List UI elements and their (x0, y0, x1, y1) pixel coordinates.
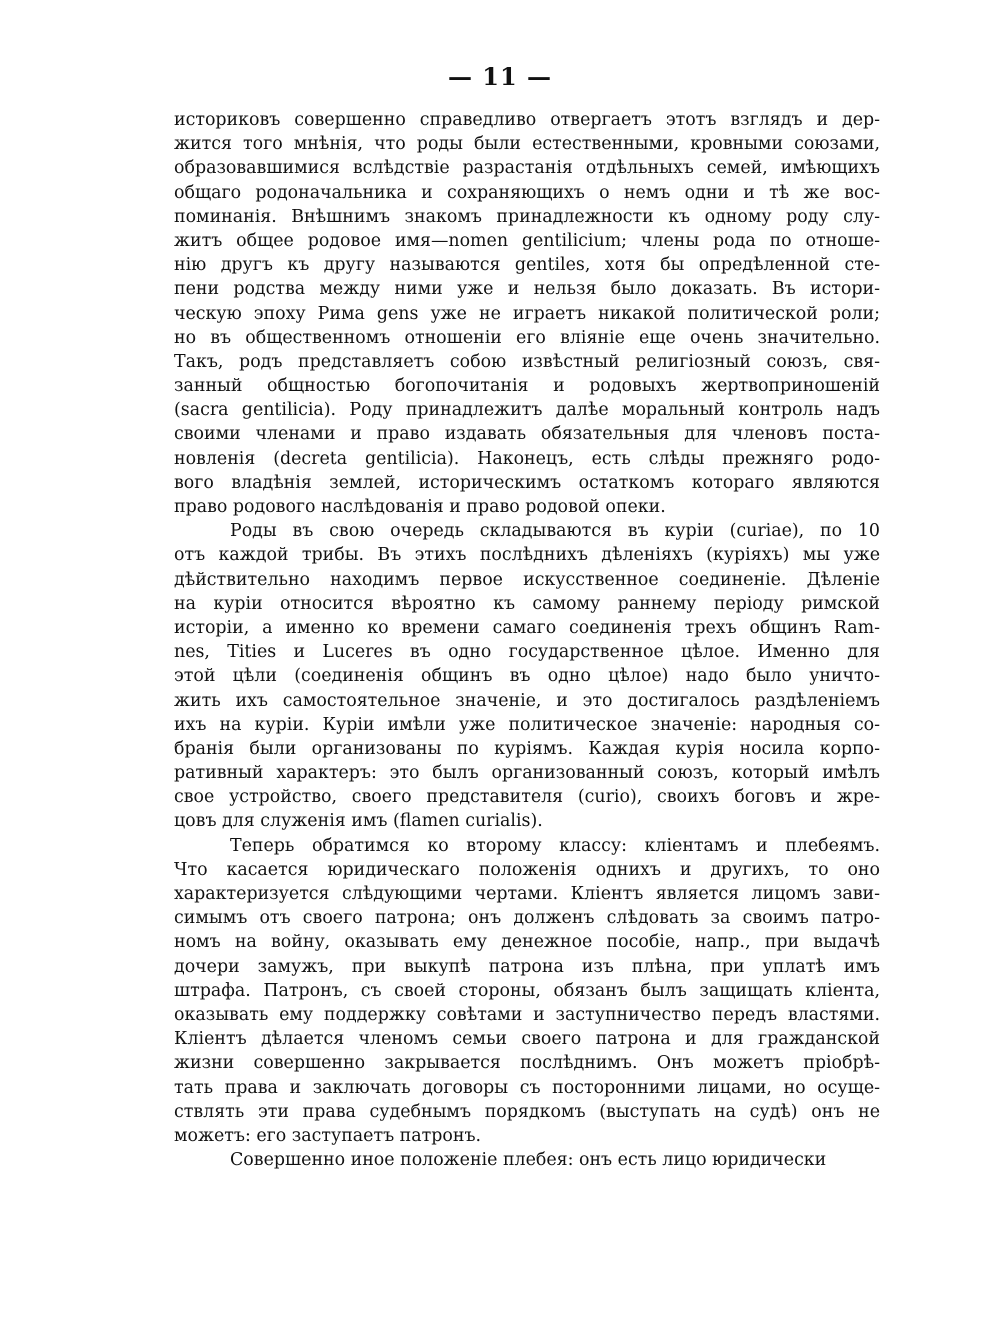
paragraph (174, 519, 880, 833)
text-line: Совершенно иное положеніе плебея: онъ есть лицо юридически (230, 1150, 827, 1171)
text-line: ихъ на куріи. Куріи имѣли уже политическое значеніе: народныя со- (174, 714, 880, 735)
paragraph (174, 834, 880, 1148)
text-line: но въ общественномъ отношеніи его вліяніе еще очень значительно. (174, 327, 880, 348)
text-line: жить ихъ самостоятельное значеніе, и это достигалось раздѣленіемъ (174, 690, 880, 711)
text-line: (sacra gentilicia). Роду принадлежитъ далѣе моральный контроль надъ (174, 400, 880, 421)
text-line: пени родства между ними уже и нельзя было доказать. Въ истори- (174, 279, 880, 300)
text-line: отъ каждой трибы. Въ этихъ послѣднихъ дѣленіяхъ (куріяхъ) мы уже (174, 545, 880, 566)
text-line: свое устройство, своего представителя (curio), своихъ боговъ и жре- (174, 787, 880, 808)
text-line: можетъ: его заступаетъ патронъ. (174, 1125, 482, 1146)
text-line: этой цѣли (соединенія общинъ въ одно цѣлое) надо было уничто- (174, 666, 880, 687)
paragraph (174, 1148, 880, 1172)
text-line: на куріи относится вѣроятно къ самому раннему періоду римской (174, 593, 880, 614)
text-line: житъ общее родовое имя—nomen gentilicium; члены рода по отноше- (174, 230, 880, 251)
text-line: право родового наслѣдованія и право родовой опеки. (174, 497, 666, 517)
text-line: Такъ, родъ представляетъ собою извѣстный религіозный союзъ, свя- (174, 351, 880, 372)
text-line: бранія были организованы по куріямъ. Каждая курія носила корпо- (174, 738, 880, 759)
text-line: дѣйствительно находимъ первое искусственное соединеніе. Дѣленіе (174, 569, 880, 590)
text-line: симымъ отъ своего патрона; онъ долженъ слѣдовать за своимъ патро- (174, 908, 880, 929)
paragraph (174, 108, 880, 519)
text-line: Кліентъ дѣлается членомъ семьи своего патрона и для гражданской (174, 1029, 880, 1050)
text-line: оказывать ему поддержку совѣтами и заступничество передъ властями. (174, 1004, 880, 1025)
text-line: ративный характеръ: это былъ организованный союзъ, который имѣлъ (174, 763, 880, 784)
text-line: Роды въ свою очередь складываются въ куріи (curiae), по 10 (230, 521, 880, 542)
text-line: поминанія. Внѣшнимъ знакомъ принадлежности къ одному роду слу- (174, 206, 880, 227)
text-line: нію другъ къ другу называются gentiles, хотя бы опредѣленной сте- (174, 255, 880, 276)
text-line: nes, Tities и Luceres въ одно государственное цѣлое. Именно для (174, 642, 880, 663)
text-line: Теперь обратимся ко второму классу: кліентамъ и плебеямъ. (230, 835, 880, 856)
text-line: ческую эпоху Рима gens уже не играетъ никакой политической роли; (174, 303, 880, 324)
text-line: номъ на войну, оказывать ему денежное пособіе, напр., при выдачѣ (174, 932, 880, 953)
text-line: своими членами и право издавать обязательныя для членовъ поста- (174, 424, 880, 445)
text-line: цовъ для служенія имъ (flamen curialis). (174, 811, 543, 832)
text-line: дочери замужъ, при выкупѣ патрона изъ плѣна, при уплатѣ имъ (174, 956, 880, 977)
text-line: историковъ совершенно справедливо отвергаетъ этотъ взглядъ и дер- (174, 110, 880, 130)
text-line: новленія (decreta gentilicia). Наконецъ, есть слѣды прежняго родо- (174, 448, 880, 469)
text-line: характеризуется слѣдующими чертами. Кліентъ является лицомъ зави- (174, 884, 880, 904)
text-line: Что касается юридическаго положенія однихъ и другихъ, то оно (174, 859, 880, 880)
text-line: образовавшимися вслѣдствіе разрастанія отдѣльныхъ семей, имѣющихъ (174, 158, 880, 179)
text-line: жится того мнѣнія, что роды были естественными, кровными союзами, (174, 134, 880, 155)
text-line: занный общностью богопочитанія и родовыхъ жертвоприношеній (174, 376, 880, 397)
text-line: вого владѣнія землей, историческимъ остаткомъ котораго являются (174, 472, 880, 493)
text-line: исторіи, а именно ко времени самаго соединенія трехъ общинъ Ram- (174, 617, 880, 638)
text-line: общаго родоначальника и сохраняющихъ о немъ одни и тѣ же вос- (174, 182, 880, 203)
page-number: — 11 — (447, 62, 553, 91)
text-line: жизни совершенно закрывается послѣднимъ. Онъ можетъ пріобрѣ- (174, 1053, 880, 1074)
body-text (174, 108, 880, 1172)
text-line: тать права и заключать договоры съ посторонними лицами, но осуще- (174, 1077, 880, 1098)
text-line: ствлять эти права судебнымъ порядкомъ (выступать на судѣ) онъ не (174, 1101, 880, 1122)
text-line: штрафа. Патронъ, съ своей стороны, обязанъ былъ защищать кліента, (174, 980, 880, 1001)
